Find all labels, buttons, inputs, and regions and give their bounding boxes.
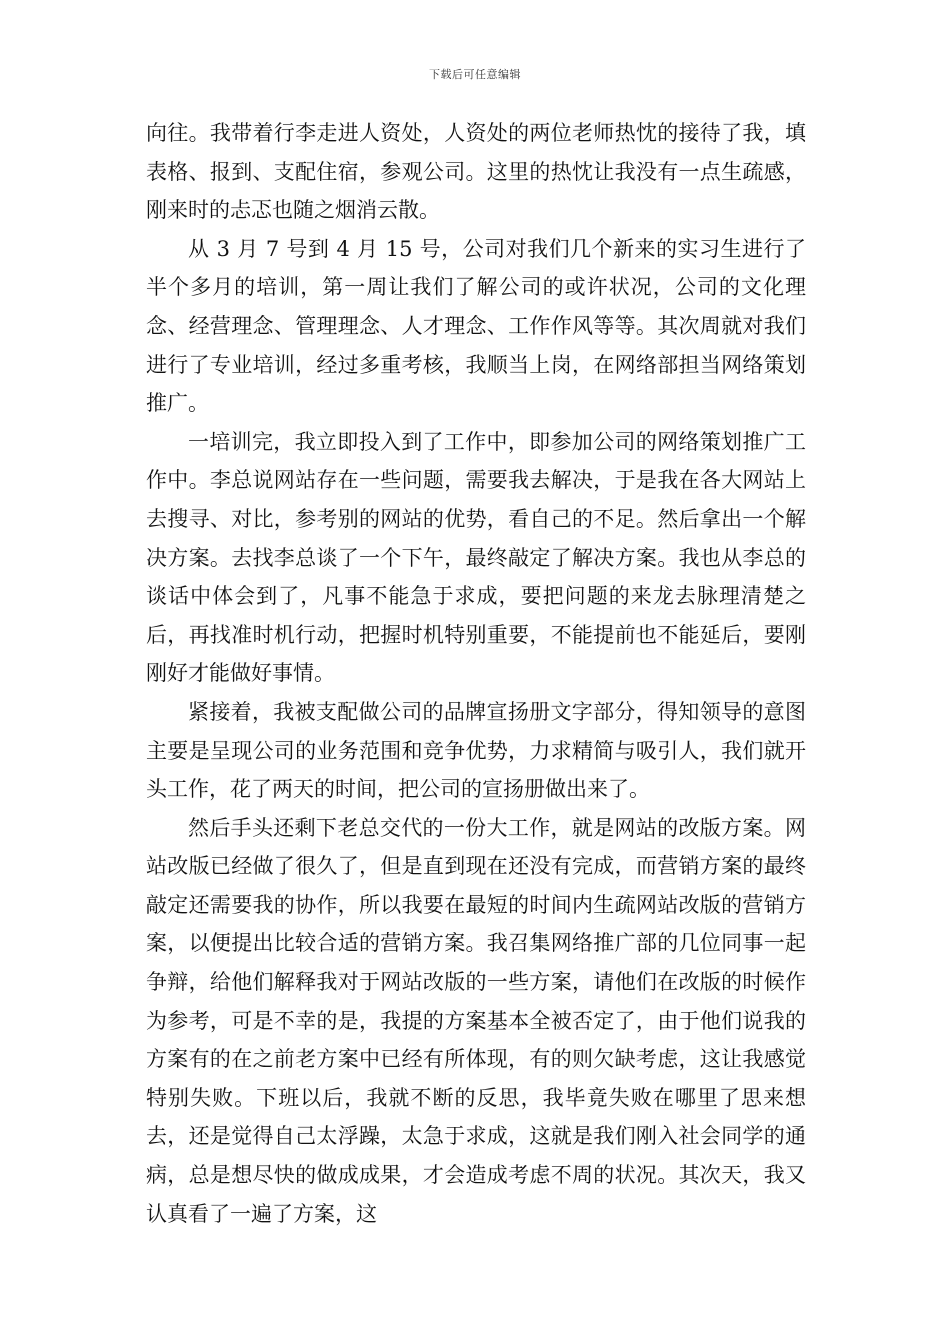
paragraph-4: 紧接着，我被支配做公司的品牌宣扬册文字部分，得知领导的意图主要是呈现公司的业务范围和竞争优势，力求精简与吸引人，我们就开头工作，花了两天的时间，把公司的宣扬册做出来了。 — [146, 699, 806, 802]
document-body — [146, 114, 806, 1233]
paragraph-2: 从 3 月 7 号到 4 月 15 号，公司对我们几个新来的实习生进行了半个多月的培训，第一周让我们了解公司的或许状况，公司的文化理念、经营理念、管理理念、人才理念、工作作风等等。其次周就对我们进行了专业培训，经过多重考核，我顺当上岗，在网络部担当网络策划推广。 — [146, 236, 806, 416]
paragraph-1: 向往。我带着行李走进人资处，人资处的两位老师热忱的接待了我，填表格、报到、支配住宿，参观公司。这里的热忱让我没有一点生疏感，刚来时的忐忑也随之烟消云散。 — [146, 121, 806, 223]
page-header: 下载后可任意编辑 — [429, 68, 521, 81]
paragraph-3: 一培训完，我立即投入到了工作中，即参加公司的网络策划推广工作中。李总说网站存在一些问题，需要我去解决，于是我在各大网站上去搜寻、对比，参考别的网站的优势，看自己的不足。然后拿出一个解决方案。去找李总谈了一个下午，最终敲定了解决方案。我也从李总的谈话中体会到了，凡事不能急于求成，要把问题的来龙去脉理清楚之后，再找准时机行动，把握时机特别重要，不能提前也不能延后，要刚刚好才能做好事情。 — [146, 429, 806, 686]
paragraph-5: 然后手头还剩下老总交代的一份大工作，就是网站的改版方案。网站改版已经做了很久了，但是直到现在还没有完成，而营销方案的最终敲定还需要我的协作，所以我要在最短的时间内生疏网站改版的营销方案，以便提出比较合适的营销方案。我召集网络推广部的几位同事一起争辩，给他们解释我对于网站改版的一些方案，请他们在改版的时候作为参考，可是不幸的是，我提的方案基本全被否定了，由于他们说我的方案有的在之前老方案中已经有所体现，有的则欠缺考虑，这让我感觉特别失败。下班以后，我就不断的反思，我毕竟失败在哪里了思来想去，还是觉得自己太浮躁，太急于求成，这就是我们刚入社会同学的通病，总是想尽快的做成成果，才会造成考虑不周的状况。其次天，我又认真看了一遍了方案，这 — [146, 815, 806, 1226]
